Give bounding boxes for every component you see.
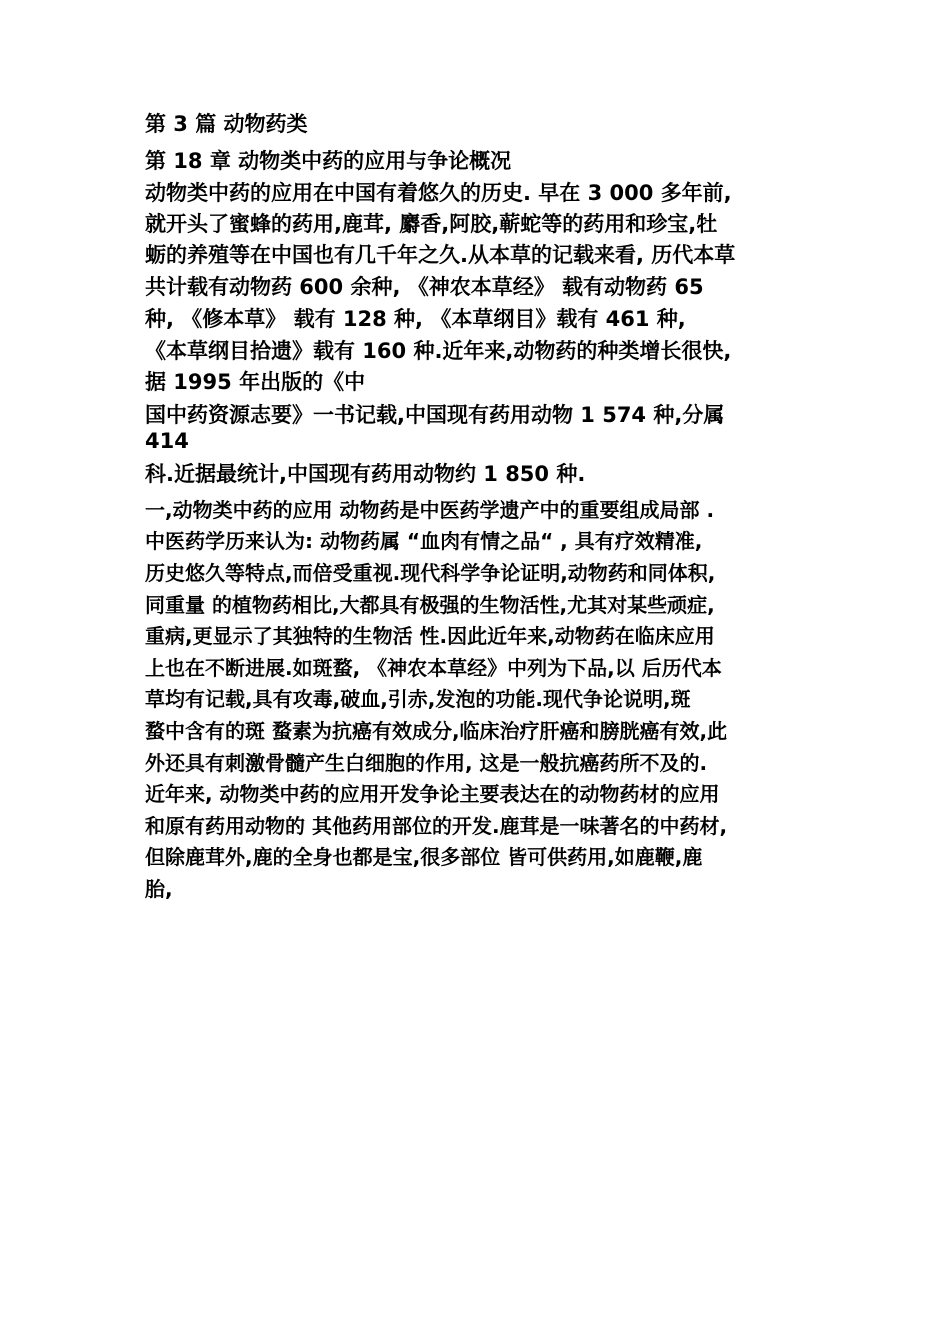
chapter-heading: 第 18 章 动物类中药的应用与争论概况 xyxy=(145,149,512,173)
paragraph-line: 种, 《修本草》 载有 128 种, 《本草纲目》载有 461 种, xyxy=(145,307,686,331)
paragraph-line: 蝥中含有的斑 蝥素为抗癌有效成分,临床治疗肝癌和膀胱癌有效,此 xyxy=(145,719,728,743)
paragraph-line: 重病,更显示了其独特的生物活 性.因此近年来,动物药在临床应用 xyxy=(145,624,715,648)
paragraph-line: 414 xyxy=(145,429,189,453)
paragraph-line: 中医药学历来认为: 动物药属 “血肉有情之品“ , 具有疗效精准, xyxy=(145,529,703,553)
paragraph-line: 同重量 的植物药相比,大都具有极强的生物活性,尤其对某些顽症, xyxy=(145,593,715,617)
paragraph-line: 草均有记载,具有攻毒,破血,引赤,发泡的功能.现代争论说明,斑 xyxy=(145,687,691,711)
paragraph-line: 国中药资源志要》一书记载,中国现有药用动物 1 574 种,分属 xyxy=(145,403,725,427)
paragraph-line: 科.近据最统计,中国现有药用动物约 1 850 种. xyxy=(145,462,586,486)
paragraph-line: 近年来, 动物类中药的应用开发争论主要表达在的动物药材的应用 xyxy=(145,782,720,806)
paragraph-line: 动物类中药的应用在中国有着悠久的历史. 早在 3 000 多年前, xyxy=(145,181,732,205)
paragraph-line: 胎, xyxy=(145,877,173,901)
paragraph-line: 就开头了蜜蜂的药用,鹿茸, 麝香,阿胶,蕲蛇等的药用和珍宝,牡 xyxy=(145,212,718,236)
paragraph-line: 和原有药用动物的 其他药用部位的开发.鹿茸是一味著名的中药材, xyxy=(145,814,728,838)
paragraph-line: 外还具有刺激骨髓产生白细胞的作用, 这是一般抗癌药所不及的. xyxy=(145,751,708,775)
paragraph-line: 历史悠久等特点,而倍受重视.现代科学争论证明,动物药和同体积, xyxy=(145,561,716,585)
paragraph-line: 《本草纲目拾遗》载有 160 种.近年来,动物药的种类增长很快, xyxy=(145,339,732,363)
paragraph-line: 共计载有动物药 600 余种, 《神农本草经》 载有动物药 65 xyxy=(145,275,704,299)
paragraph-line: 上也在不断进展.如斑蝥, 《神农本草经》中列为下品,以 后历代本 xyxy=(145,656,722,680)
paragraph-line: 但除鹿茸外,鹿的全身也都是宝,很多部位 皆可供药用,如鹿鞭,鹿 xyxy=(145,845,703,869)
paragraph-line: 蛎的养殖等在中国也有几千年之久.从本草的记载来看, 历代本草 xyxy=(145,243,736,267)
paragraph-line: 一,动物类中药的应用 动物药是中医药学遗产中的重要组成局部 . xyxy=(145,498,715,522)
part-heading: 第 3 篇 动物药类 xyxy=(145,112,308,136)
paragraph-line: 据 1995 年出版的《中 xyxy=(145,370,366,394)
